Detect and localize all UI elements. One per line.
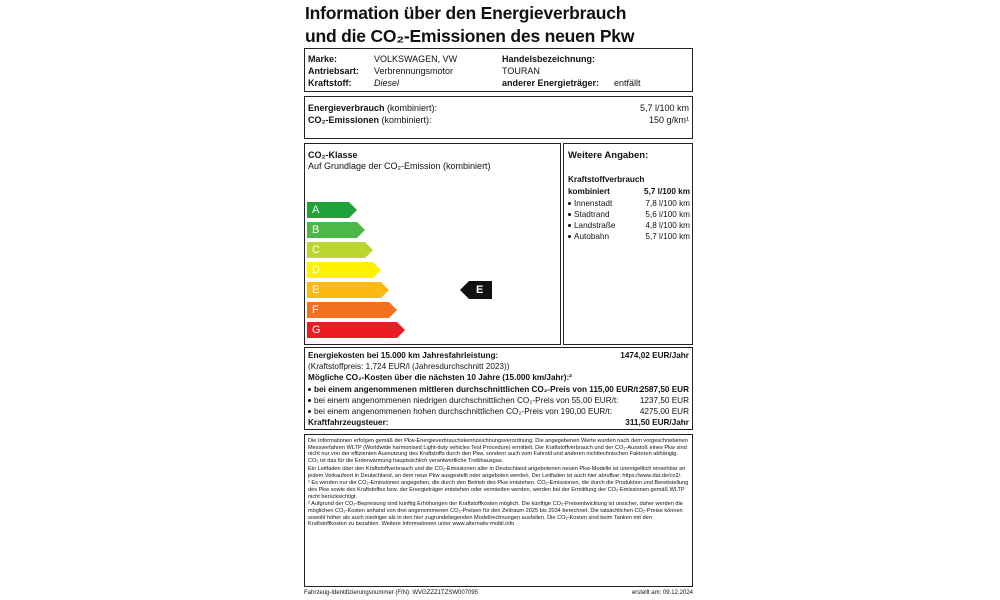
co2-class-subtitle: Auf Grundlage der CO₂-Emission (kombiniert) [308, 161, 491, 171]
co2-class-arrow-a [307, 202, 357, 218]
energy-label: Energieverbrauch [308, 103, 385, 113]
co2-costs-heading: Mögliche CO₂-Kosten über die nächsten 10 Jahre (15.000 km/Jahr):² [308, 373, 572, 382]
consumption-row-value: 4,8 l/100 km [645, 221, 690, 230]
label-title [305, 2, 705, 48]
title-line-1: Information über den Energieverbrauch [305, 3, 627, 23]
vehicle-info-box [304, 48, 693, 92]
consumption-row [568, 231, 690, 242]
co2-value: 150 g/km¹ [648, 115, 689, 125]
combined-label: kombiniert [568, 187, 610, 196]
co2-class-letter-a: A [312, 204, 320, 216]
co2-high-value: 4275,00 EUR [639, 407, 689, 416]
co2-class-arrow-g [307, 322, 405, 338]
co2-class-letter-g: G [312, 324, 321, 336]
consumption-row-label: Autobahn [574, 232, 610, 241]
energy-value: 5,7 l/100 km [639, 103, 689, 113]
bullet-icon [308, 388, 311, 391]
fuel-value: Diesel [374, 78, 400, 88]
created-date: erstellt am: 09.12.2024 [631, 590, 693, 596]
co2-low-label: bei einem angenommenen niedrigen durchschnittlichen CO₂-Preis von 55,00 EUR/t: [314, 396, 619, 405]
fuel-label: Kraftstoff: [308, 78, 352, 88]
fuel-consumption-heading: Kraftstoffverbrauch [568, 175, 645, 184]
make-label: Marke: [308, 54, 338, 64]
other-energy-label: anderer Energieträger: [502, 78, 600, 88]
co2-mid-value: 2587,50 EUR [639, 385, 689, 394]
footnotes-box [304, 434, 693, 587]
title-line-2: und die CO₂-Emissionen des neuen Pkw [305, 26, 635, 46]
other-energy-value: entfällt [614, 78, 641, 88]
co2-class-title: CO₂-Klasse [308, 150, 358, 160]
vehicle-tax-value: 311,50 EUR/Jahr [625, 418, 689, 427]
consumption-row-value: 7,8 l/100 km [645, 199, 690, 208]
consumption-row-label: Innenstadt [574, 199, 613, 208]
co2-class-arrow-c [307, 242, 373, 258]
co2-class-box [304, 143, 561, 345]
co2-class-letter-b: B [312, 224, 320, 236]
drive-label: Antriebsart: [308, 66, 360, 76]
note-paragraph-2: Ein Leitfaden über den Kraftstoffverbrauch und die CO₂-Emissionen aller in Deutschland angebotenen neuen Pkw-Modelle ist unentgeltlich einsehbar an jedem Verkaufsort in Deutschland, an dem neue Pkw ausgestellt oder angeboten werden. Der Leitfaden ist auch hier abrufbar: https://www.dat.de/co2/. [308, 465, 686, 479]
bullet-icon [568, 224, 571, 227]
co2-mid-label: bei einem angenommenen mittleren durchschnittlichen CO₂-Preis von 115,00 EUR/t: [314, 385, 642, 394]
energy-suffix: (kombiniert): [387, 103, 438, 113]
energy-costs-label: Energiekosten bei 15.000 km Jahresfahrleistung: [308, 351, 499, 360]
fin-text: Fahrzeug-Identifizierungsnummer (FIN): WVGZZZ1TZSW007095 [304, 590, 479, 596]
consumption-box [304, 96, 693, 139]
drive-value: Verbrennungsmotor [374, 66, 454, 76]
co2-class-letter-d: D [312, 264, 320, 276]
consumption-row-label: Stadtrand [574, 210, 610, 219]
co2-class-letter-c: C [312, 244, 320, 256]
bullet-icon [568, 213, 571, 216]
current-class-letter: E [476, 284, 484, 296]
bullet-icon [568, 235, 571, 238]
bullet-icon [568, 202, 571, 205]
co2-low-value: 1237,50 EUR [639, 396, 689, 405]
model-value: TOURAN [502, 66, 540, 76]
combined-value: 5,7 l/100 km [644, 187, 690, 196]
consumption-row-value: 5,6 l/100 km [645, 210, 690, 219]
note-paragraph-3: ¹ Es werden nur die CO₂-Emissionen angegeben, die durch den Betrieb des Pkw entstehen. CO₂-Emissionen, die durch die Produktion und Bereitstellung des Pkw sowie des Kraftstoffes bzw. der Energieträger entstehen oder vermieden werden, werden bei der Ermittlung der CO₂-Emissionen gemäß WLTP nicht berücksichtigt. [308, 480, 689, 500]
current-class-marker [460, 281, 492, 299]
co2-class-arrow-d [307, 262, 381, 278]
co2-suffix: (kombiniert): [381, 115, 432, 125]
co2-class-letter-e: E [312, 284, 320, 296]
make-value: VOLKSWAGEN, VW [374, 54, 458, 64]
fuel-price-note: (Kraftstoffpreis: 1,724 EUR/l (Jahresdurchschnitt 2023)) [308, 362, 510, 371]
consumption-row-label: Landstraße [574, 221, 616, 230]
vehicle-tax-label: Kraftfahrzeugsteuer: [308, 418, 389, 427]
co2-class-letter-f: F [312, 304, 319, 316]
co2-high-label: bei einem angenommenen hohen durchschnittlichen CO₂-Preis von 190,00 EUR/t: [314, 407, 613, 416]
further-info-title: Weitere Angaben: [568, 150, 649, 161]
costs-box [304, 347, 693, 430]
energy-costs-value: 1474,02 EUR/Jahr [620, 351, 689, 360]
consumption-row [568, 220, 690, 231]
co2-class-arrow-e [307, 282, 389, 298]
co2-class-arrow-b [307, 222, 365, 238]
consumption-row [568, 209, 690, 220]
co2-class-arrow-f [307, 302, 397, 318]
note-paragraph-1: Die Informationen erfolgen gemäß der Pkw-Energieverbrauchskennzeichnungsverordnung. Die angegebenen Werte wurden nach dem vorgeschriebenen Messverfahren WLTP (Worldwide harmonised Light-duty vehicles Test Procedure) ermittelt. Der Kraftstoffverbrauch und der CO₂-Ausstoß eines Pkw sind nicht nur von der effizienten Ausnutzung des Kraftstoffs durch den Pkw, sondern auch vom Fahrstil und anderen nichttechnischen Faktoren abhängig. CO₂ ist das für die Erderwärmung hauptsächlich verantwortliche Treibhausgas. [308, 438, 688, 465]
label-footer [304, 589, 693, 598]
model-label: Handelsbezeichnung: [502, 54, 596, 64]
consumption-row-value: 5,7 l/100 km [645, 232, 690, 241]
note-paragraph-4: ² Aufgrund der CO₂-Bepreisung sind künftig Erhöhungen der Kraftstoffkosten möglich. Die künftige CO₂-Preisentwicklung ist unsicher, daher werden die möglichen CO₂-Kosten anhand von drei angenommenen CO₂-Preisen für den Zeitraum 2025 bis 2034 berechnet. Die tatsächlichen CO₂-Preise können sowohl höher als auch niedriger als in den hier zugrundeliegenden Modellrechnungen ausfallen. Die CO₂-Kosten sind beim Tanken mit den Kraftstoffkosten zu bezahlen. Weitere Informationen unter www.alternativ-mobil.info [308, 501, 683, 528]
co2-label: CO₂-Emissionen [308, 115, 380, 125]
bullet-icon [308, 399, 311, 402]
further-info-box [563, 143, 693, 345]
consumption-row [568, 198, 690, 209]
bullet-icon [308, 410, 311, 413]
